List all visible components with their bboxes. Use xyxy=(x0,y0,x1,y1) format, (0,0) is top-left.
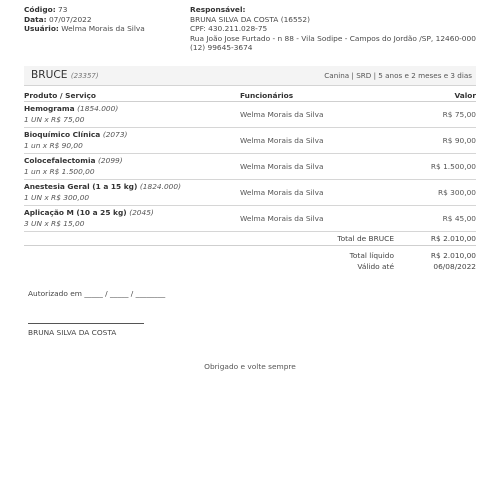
items-table xyxy=(24,101,476,232)
col-value: Valor xyxy=(454,91,476,100)
responsible-name: BRUNA SILVA DA COSTA (16552) xyxy=(190,14,310,24)
date-label: Data: xyxy=(24,14,47,24)
item-qty: 3 UN x R$ 15,00 xyxy=(24,219,85,228)
item-price: R$ 300,00 xyxy=(437,188,476,197)
item-code: (1854.000) xyxy=(77,104,119,113)
item-qty: 1 un x R$ 1.500,00 xyxy=(24,167,95,176)
user-label: Usuário: xyxy=(24,24,59,34)
item-name-text: Bioquímico Clínica xyxy=(24,130,101,139)
thanks-message: Obrigado e volte sempre xyxy=(204,362,296,371)
item-qty: 1 UN x R$ 75,00 xyxy=(24,115,85,124)
responsible-label: Responsável: xyxy=(190,5,246,14)
table-row xyxy=(24,180,476,206)
authorized-date: Autorizado em _____ / _____ / ________ xyxy=(28,289,166,298)
item-name xyxy=(24,156,123,165)
signature-name: BRUNA SILVA DA COSTA xyxy=(28,328,117,337)
patient-bar xyxy=(24,66,476,86)
item-name-text: Colocefalectomia xyxy=(24,156,96,165)
signature-line xyxy=(28,323,144,324)
item-staff: Welma Morais da Silva xyxy=(240,136,324,145)
col-product: Produto / Serviço xyxy=(24,91,96,100)
item-name xyxy=(24,182,181,191)
table-row xyxy=(24,102,476,128)
item-code: (2099) xyxy=(98,156,123,165)
item-price: R$ 75,00 xyxy=(442,110,476,119)
item-code: (2073) xyxy=(102,130,128,139)
item-staff: Welma Morais da Silva xyxy=(240,162,324,171)
total-row xyxy=(24,234,476,246)
item-staff: Welma Morais da Silva xyxy=(240,110,324,119)
item-price: R$ 45,00 xyxy=(442,214,476,223)
item-staff: Welma Morais da Silva xyxy=(240,188,324,197)
responsible-cpf: CPF: 430.211.028-75 xyxy=(190,24,268,34)
item-price: R$ 1.500,00 xyxy=(430,162,476,171)
item-staff: Welma Morais da Silva xyxy=(240,214,324,223)
table-row xyxy=(24,206,476,232)
valid-until-value: 06/08/2022 xyxy=(433,262,476,271)
code-label: Código: xyxy=(24,5,56,14)
item-name-text: Aplicação M (10 a 25 kg) xyxy=(24,208,127,217)
date-line xyxy=(24,15,145,25)
item-qty: 1 UN x R$ 300,00 xyxy=(24,193,90,202)
patient-info: Canina | SRD | 5 anos e 2 meses e 3 dias xyxy=(324,71,472,80)
header-left xyxy=(24,5,145,34)
item-price: R$ 90,00 xyxy=(442,136,476,145)
item-name-text: Hemograma xyxy=(24,104,75,113)
table-row xyxy=(24,154,476,180)
item-code: (2045) xyxy=(129,208,154,217)
item-name xyxy=(24,130,127,139)
total-label: Total de BRUCE xyxy=(337,234,394,243)
item-name xyxy=(24,208,154,217)
user-value: Welma Morais da Silva xyxy=(61,24,145,34)
table-row xyxy=(24,128,476,154)
date-value: 07/07/2022 xyxy=(48,14,92,24)
header-right xyxy=(190,5,476,53)
patient-id: (23357) xyxy=(70,72,99,80)
user-line xyxy=(24,24,145,34)
responsible-address: Rua João Jose Furtado - n 88 - Vila Sodipe - Campos do Jordão /SP, 12460-000 xyxy=(190,33,476,43)
code-value: 73 xyxy=(58,5,68,14)
responsible-phone: (12) 99645-3674 xyxy=(190,43,253,53)
net-total-label: Total líquido xyxy=(349,251,394,260)
item-code: (1824.000) xyxy=(139,182,181,191)
patient-name: BRUCE xyxy=(31,69,68,81)
patient-name-wrap xyxy=(31,69,99,81)
item-name-text: Anestesia Geral (1 a 15 kg) xyxy=(24,182,138,191)
total-value: R$ 2.010,00 xyxy=(430,234,476,243)
item-qty: 1 un x R$ 90,00 xyxy=(24,141,83,150)
col-staff: Funcionários xyxy=(240,91,294,100)
net-total-value: R$ 2.010,00 xyxy=(430,251,476,260)
code-line xyxy=(24,5,145,15)
item-name xyxy=(24,104,118,113)
valid-until-label: Válido até xyxy=(357,262,394,271)
